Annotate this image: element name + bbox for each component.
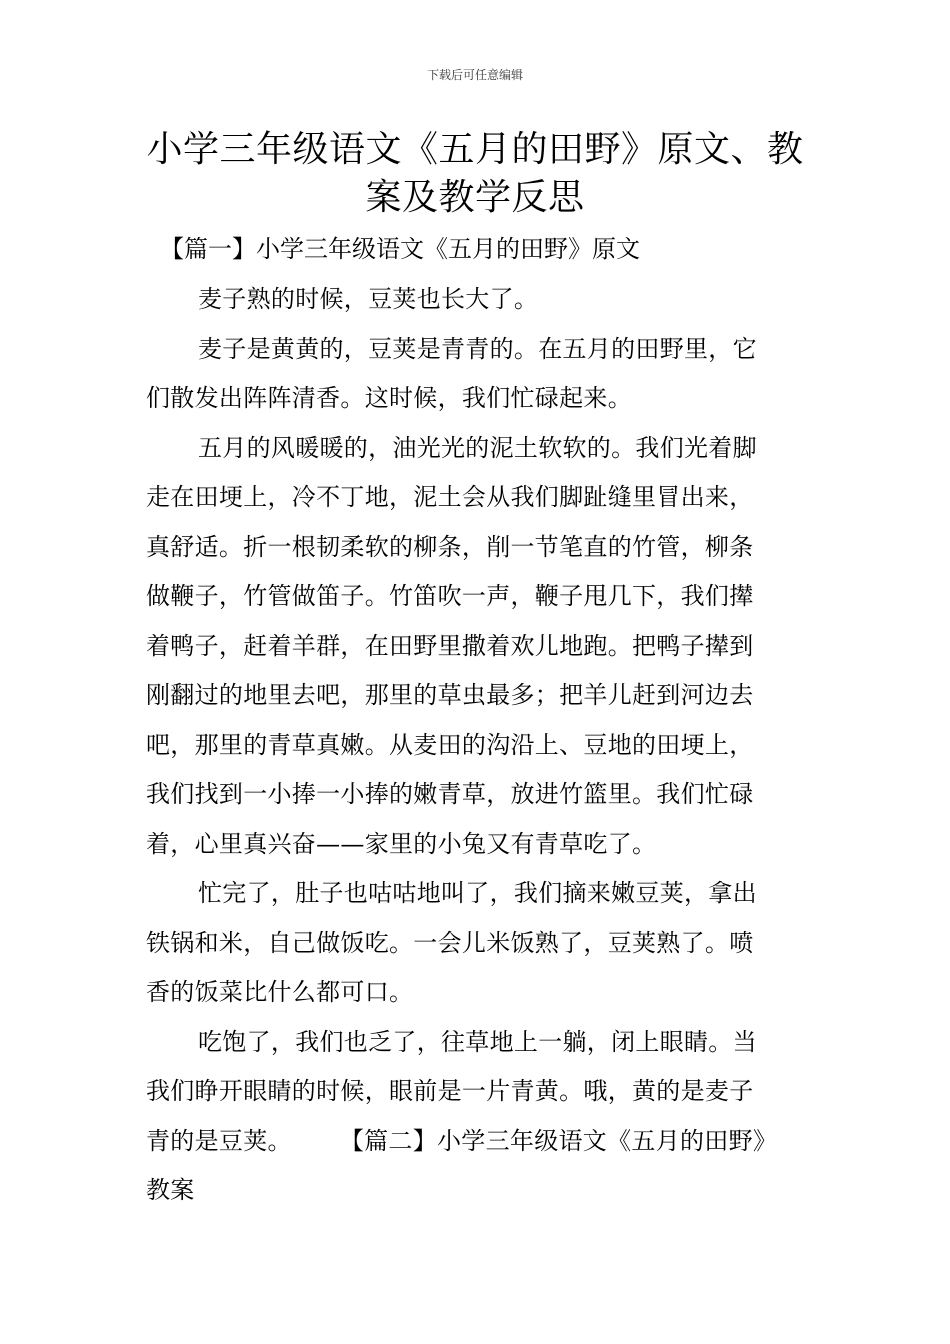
text-line: 刚翻过的地里去吧，那里的草虫最多；把羊儿赶到河边去 xyxy=(146,681,754,709)
page-title xyxy=(140,126,810,222)
text-line: 着鸭子，赶着羊群，在田野里撒着欢儿地跑。把鸭子撵到 xyxy=(146,631,754,660)
body-text xyxy=(146,275,806,1216)
text-line: 走在田埂上，冷不丁地，泥土会从我们脚趾缝里冒出来， xyxy=(146,483,754,511)
text-line-with-heading xyxy=(146,1117,806,1167)
title-line-1: 小学三年级语文《五月的田野》原文、教 xyxy=(146,129,804,170)
text-line: 忙完了，肚子也咕咕地叫了，我们摘来嫩豆荚，拿出 xyxy=(198,879,757,907)
text-line: 们散发出阵阵清香。这时候，我们忙碌起来。 xyxy=(146,384,632,412)
text-line: 青的是豆荚。 xyxy=(146,1126,292,1155)
text-line: 麦子是黄黄的，豆荚是青青的。在五月的田野里，它 xyxy=(198,334,757,363)
text-line: 做鞭子，竹管做笛子。竹笛吹一声，鞭子甩几下，我们撵 xyxy=(146,582,754,610)
text-line: 香的饭菜比什么都可口。 xyxy=(146,978,414,1006)
text-line: 五月的风暖暖的，油光光的泥土软软的。我们光着脚 xyxy=(198,433,757,462)
text-line: 吃饱了，我们也乏了，往草地上一躺，闭上眼睛。当 xyxy=(198,1027,757,1056)
text-line: 真舒适。折一根韧柔软的柳条，削一节笔直的竹管，柳条 xyxy=(146,532,754,561)
text-line: 着，心里真兴奋——家里的小兔又有青草吃了。 xyxy=(146,829,657,858)
header-note: 下载后可任意编辑 xyxy=(426,68,523,82)
section-heading-2: 【篇二】小学三年级语文《五月的田野》 xyxy=(339,1126,778,1155)
text-line: 我们睁开眼睛的时候，眼前是一片青黄。哦，黄的是麦子 xyxy=(146,1077,754,1105)
title-line-2: 案及教学反思 xyxy=(365,177,585,218)
text-line: 教案 xyxy=(146,1176,195,1204)
text-line: 铁锅和米，自己做饭吃。一会儿米饭熟了，豆荚熟了。喷 xyxy=(146,928,754,957)
text-line: 吧，那里的青草真嫩。从麦田的沟沿上、豆地的田埂上， xyxy=(146,730,754,759)
text-line: 我们找到一小捧一小捧的嫩青草，放进竹篮里。我们忙碌 xyxy=(146,780,754,808)
text-line: 麦子熟的时候，豆荚也长大了。 xyxy=(198,285,539,313)
section-heading-1: 【篇一】小学三年级语文《五月的田野》原文 xyxy=(160,235,640,263)
